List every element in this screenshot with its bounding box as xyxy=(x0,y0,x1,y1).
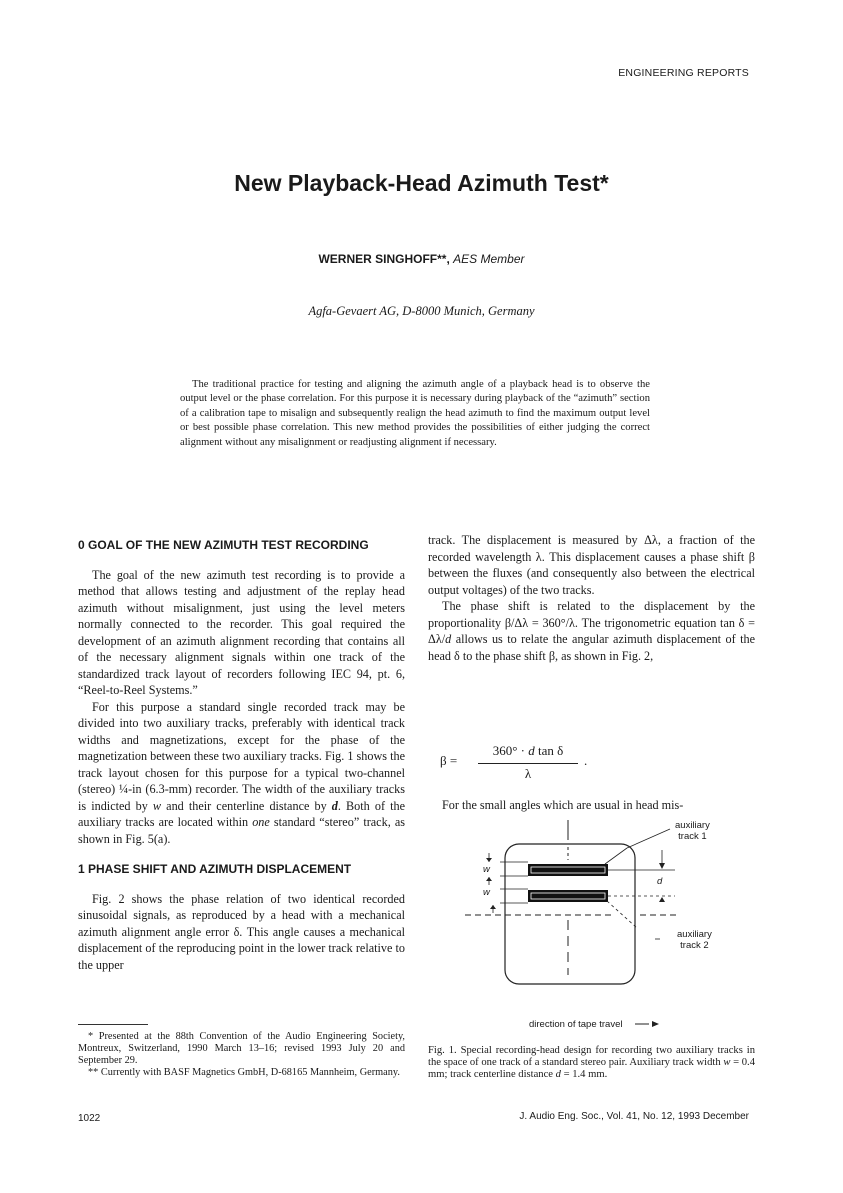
footnote-2: ** Currently with BASF Magnetics GmbH, D-68165 Mannheim, Germany. xyxy=(88,1067,400,1078)
equation-period: . xyxy=(584,753,588,768)
paragraph: Fig. 2 shows the phase relation of two identical recorded sinusoidal signals, as reproduced by a head with a mechanical azimuth alignment angle error δ. This angle causes a mechanical displacement of the reproducing point in the lower track relative to the upper xyxy=(78,891,405,972)
section-0-heading: 0 GOAL OF THE NEW AZIMUTH TEST RECORDING xyxy=(78,538,369,552)
author-name: WERNER SINGHOFF**, xyxy=(318,252,450,266)
label-w-bottom: w xyxy=(483,887,490,898)
equation-numerator: 360° · d tan δ xyxy=(492,743,564,758)
right-column-continued xyxy=(428,797,755,814)
equation-denominator: λ xyxy=(524,766,532,781)
auxiliary-track-2-bar xyxy=(528,890,608,902)
label-w-top: w xyxy=(483,864,490,875)
abstract: The traditional practice for testing and aligning the azimuth angle of a playback head is to observe the output level or the phase correlation. For this purpose it is necessary during playback of the “azimuth” section of a calibration tape to misalign and subsequently realign the head azimuth to find the maximum output level or best possible phase correlation. This new method provides the possibilities of either judging the correct alignment without any misalignment or readjusting alignment if necessary. xyxy=(180,379,650,448)
paragraph: The goal of the new azimuth test recording is to provide a method that allows testing and adjustment of the replay head azimuth without misalignment, just using the level meters normally connected to the recorder. This goal required the development of an azimuth alignment recording that contains all of the necessary alignment signals within one track of the standardized track layout of recorders following IEC 94, pt. 6, “Reel-to-Reel Systems.” xyxy=(78,567,405,697)
figure-1-diagram xyxy=(455,815,755,1035)
paragraph: For this purpose a standard single recorded track may be divided into two auxiliary tracks, preferably with identical track widths and magnetizations, except for the phase of the magnetization between these two auxiliary tracks. Fig. 1 shows the track layout chosen for this purpose for a typical two-channel (stereo) ¼-in (6.3-mm) recorder. The width of the auxiliary tracks is indicted by w and their centerline distance by d. Both of the auxiliary tracks are located within one standard “stereo” track, as shown in Fig. 5(a). xyxy=(78,699,406,846)
paragraph: For the small angles which are usual in head mis- xyxy=(442,798,684,812)
running-header: ENGINEERING REPORTS xyxy=(618,67,749,79)
left-column xyxy=(78,537,405,973)
equation xyxy=(440,743,740,793)
affiliation: Agfa-Gevaert AG, D-8000 Munich, Germany xyxy=(308,304,535,318)
journal-citation: J. Audio Eng. Soc., Vol. 41, No. 12, 1993 December xyxy=(519,1111,749,1122)
paragraph: track. The displacement is measured by Δλ, a fraction of the recorded wavelength λ. This displacement causes a phase shift β between the fluxes (and consequently also between the electrical output voltages) of the two tracks. xyxy=(428,533,755,597)
auxiliary-track-1-bar xyxy=(528,864,608,876)
label-direction-of-travel: direction of tape travel xyxy=(529,1019,623,1030)
author-line xyxy=(0,252,843,266)
page-number: 1022 xyxy=(78,1113,101,1124)
equation-lhs: β = xyxy=(440,753,458,768)
leader-track-1 xyxy=(605,848,627,864)
label-auxiliary-track-2: auxiliary track 2 xyxy=(677,929,712,951)
footnotes xyxy=(78,1031,405,1079)
right-column xyxy=(428,532,755,664)
label-auxiliary-track-1: auxiliary track 1 xyxy=(675,820,710,842)
leader-track-2 xyxy=(607,901,637,928)
author-membership: AES Member xyxy=(453,252,525,266)
label-d: d xyxy=(657,876,663,887)
paragraph: The phase shift is related to the displacement by the proportionality β/Δλ = 360°/λ. The trigonometric equation tan δ = Δλ/d allows us to relate the angular azimuth displacement of the head δ to the phase shift β, as shown in Fig. 2, xyxy=(428,599,755,663)
section-1-heading: 1 PHASE SHIFT AND AZIMUTH DISPLACEMENT xyxy=(78,862,352,876)
figure-1-caption: Fig. 1. Special recording-head design for recording two auxiliary tracks in the space of one track of a standard stereo pair. Auxiliary track width w = 0.4 mm; track centerline distance d = 1.4 mm. xyxy=(428,1045,755,1080)
paper-title: New Playback-Head Azimuth Test* xyxy=(234,170,609,196)
footnote-1: * Presented at the 88th Convention of the Audio Engineering Society, Montreux, Switzerland, 1990 March 13–16; revised 1993 July 20 and September 29. xyxy=(78,1031,405,1066)
footnote-rule xyxy=(78,1024,148,1025)
fraction-bar xyxy=(478,763,578,764)
